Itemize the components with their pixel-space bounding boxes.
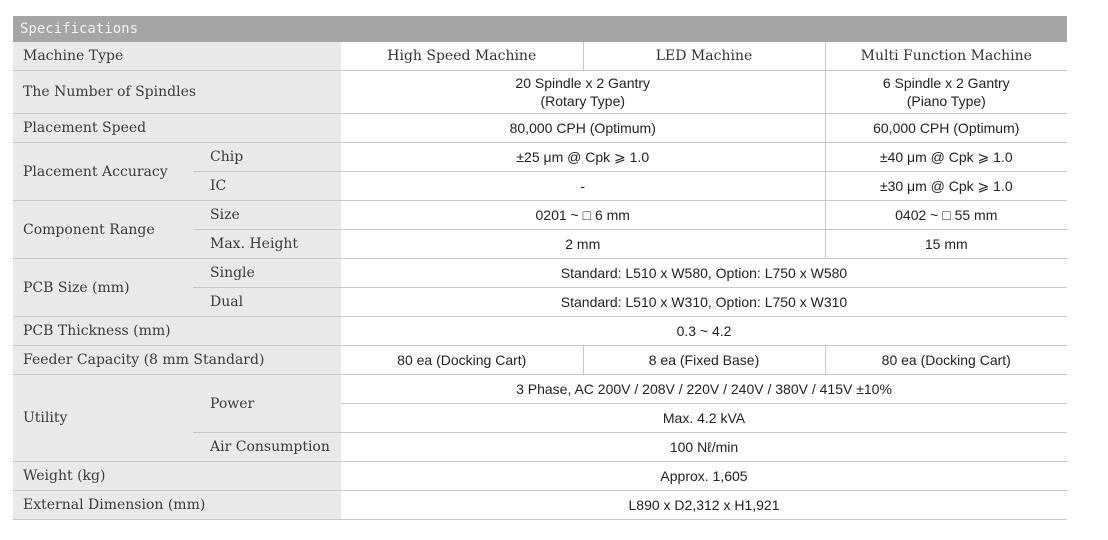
sub-label-ic: IC <box>193 172 341 201</box>
placement-speed-left: 80,000 CPH (Optimum) <box>341 114 825 143</box>
row-label-placement-speed: Placement Speed <box>13 114 341 143</box>
weight-value: Approx. 1,605 <box>341 462 1067 491</box>
feeder-capacity-led: 8 ea (Fixed Base) <box>583 346 825 375</box>
row-label-weight: Weight (kg) <box>13 462 341 491</box>
column-high-speed-machine: High Speed Machine <box>341 42 583 71</box>
external-dimension-value: L890 x D2,312 x H1,921 <box>341 491 1067 520</box>
sub-label-power: Power <box>193 375 341 433</box>
sub-label-size: Size <box>193 201 341 230</box>
spindles-right-line1: 6 Spindle x 2 Gantry <box>882 75 1010 91</box>
sub-label-dual: Dual <box>193 288 341 317</box>
row-label-placement-accuracy: Placement Accuracy <box>13 143 193 201</box>
table-header-title: Specifications <box>13 16 1067 42</box>
row-label-pcb-size: PCB Size (mm) <box>13 259 193 317</box>
spindles-value-left <box>341 71 825 114</box>
power-kva-value: Max. 4.2 kVA <box>341 404 1067 433</box>
pcb-size-single-value: Standard: L510 x W580, Option: L750 x W580 <box>341 259 1067 288</box>
sub-label-air-consumption: Air Consumption <box>193 433 341 462</box>
pcb-thickness-value: 0.3 ~ 4.2 <box>341 317 1067 346</box>
sub-label-single: Single <box>193 259 341 288</box>
row-label-external-dimension: External Dimension (mm) <box>13 491 341 520</box>
spindles-value-right <box>825 71 1067 114</box>
component-height-left: 2 mm <box>341 230 825 259</box>
component-size-left: 0201 ~ □ 6 mm <box>341 201 825 230</box>
row-label-pcb-thickness: PCB Thickness (mm) <box>13 317 341 346</box>
accuracy-chip-right: ±40 μm @ Cpk ⩾ 1.0 <box>825 143 1067 172</box>
pcb-size-dual-value: Standard: L510 x W310, Option: L750 x W310 <box>341 288 1067 317</box>
row-label-machine-type: Machine Type <box>13 42 341 71</box>
row-label-number-of-spindles: The Number of Spindles <box>13 71 341 114</box>
sub-label-max-height: Max. Height <box>193 230 341 259</box>
row-label-utility: Utility <box>13 375 193 462</box>
accuracy-ic-left: - <box>341 172 825 201</box>
feeder-capacity-high-speed: 80 ea (Docking Cart) <box>341 346 583 375</box>
sub-label-chip: Chip <box>193 143 341 172</box>
column-multi-function-machine: Multi Function Machine <box>825 42 1067 71</box>
spindles-left-line1: 20 Spindle x 2 Gantry <box>515 75 651 91</box>
column-led-machine: LED Machine <box>583 42 825 71</box>
placement-speed-right: 60,000 CPH (Optimum) <box>825 114 1067 143</box>
component-size-right: 0402 ~ □ 55 mm <box>825 201 1067 230</box>
specifications-table <box>13 16 1067 520</box>
accuracy-ic-right: ±30 μm @ Cpk ⩾ 1.0 <box>825 172 1067 201</box>
air-consumption-value: 100 Nℓ/min <box>341 433 1067 462</box>
row-label-component-range: Component Range <box>13 201 193 259</box>
power-voltage-value: 3 Phase, AC 200V / 208V / 220V / 240V / 380V / 415V ±10% <box>341 375 1067 404</box>
feeder-capacity-multi-function: 80 ea (Docking Cart) <box>825 346 1067 375</box>
spindles-right-line2: (Piano Type) <box>906 93 986 109</box>
component-height-right: 15 mm <box>825 230 1067 259</box>
accuracy-chip-left: ±25 μm @ Cpk ⩾ 1.0 <box>341 143 825 172</box>
row-label-feeder-capacity: Feeder Capacity (8 mm Standard) <box>13 346 341 375</box>
spindles-left-line2: (Rotary Type) <box>540 93 626 109</box>
